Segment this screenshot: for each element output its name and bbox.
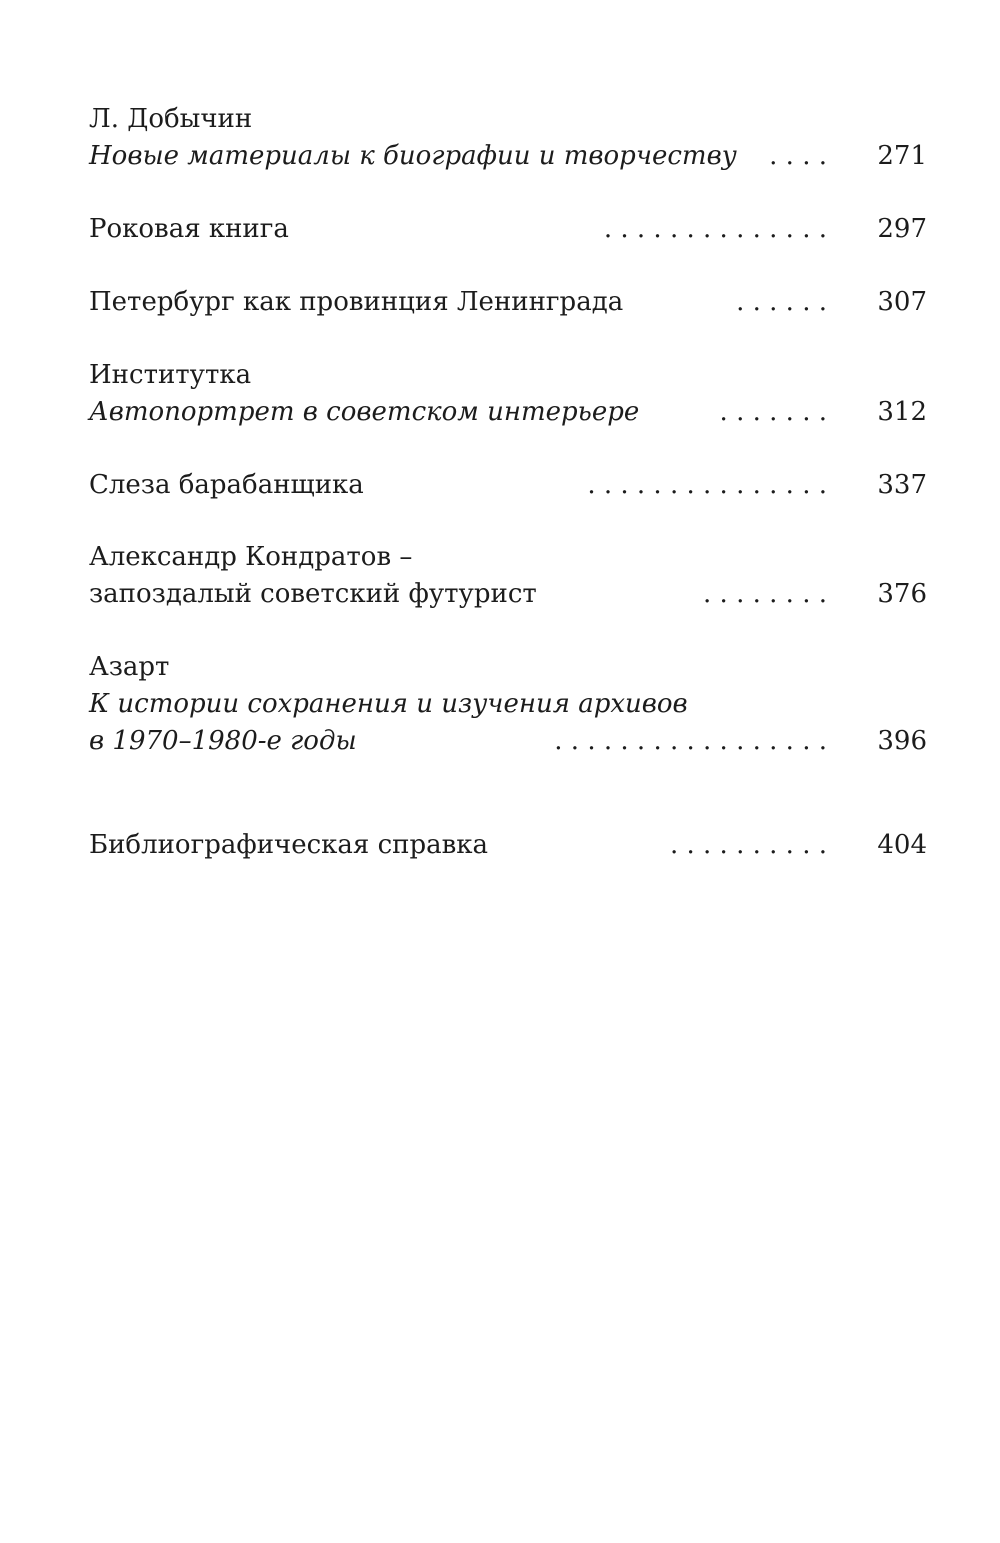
toc-entry-subtitle: Новые материалы к биографии и творчеству [89,141,737,171]
page-number: 307 [877,287,927,317]
toc-entry-title: Роковая книга [89,214,289,244]
toc-entry-dobychin-subtitle[interactable] [89,139,927,173]
toc-entry-title: Петербург как провинция Ленинграда [89,287,624,317]
page-number: 376 [877,579,927,609]
page-number: 396 [877,726,927,756]
toc-entry-subtitle: К истории сохранения и изучения архивов [89,689,688,719]
dot-leader: . . . . . . . . . . . . . . . . . [554,726,827,756]
toc-entry-institutka-title[interactable] [89,358,927,392]
toc-entry-rokovaya-kniga[interactable] [89,212,927,246]
toc-entry-peterburg[interactable] [89,285,927,319]
page-number: 271 [877,141,927,171]
dot-leader: . . . . . . . . . . . . . . [603,214,827,244]
toc-entry-subtitle: Автопортрет в советском интерьере [89,397,640,427]
toc-entry-institutka-subtitle[interactable] [89,395,927,429]
toc-entry-kondratov-line2[interactable] [89,577,927,611]
dot-leader: . . . . . . . . . . [669,830,827,860]
toc-entry-title: Азарт [89,652,170,682]
dot-leader: . . . . . . . [719,397,827,427]
toc-entry-title: Библиографическая справка [89,830,489,860]
toc-entry-kondratov-line1[interactable] [89,540,927,574]
toc-entry-subtitle-continued: в 1970–1980-е годы [89,726,357,756]
toc-entry-bibliography[interactable] [89,828,927,862]
toc-entry-dobychin-author[interactable] [89,102,927,136]
toc-entry-title: Институтка [89,360,252,390]
page-number: 404 [877,830,927,860]
toc-entry-azart-title[interactable] [89,650,927,684]
toc-entry-title-continued: запоздалый советский футурист [89,579,537,609]
dot-leader: . . . . . . [736,287,827,317]
toc-entry-azart-subtitle-line1[interactable] [89,687,927,721]
dot-leader: . . . . [769,141,827,171]
toc-entry-title: Слеза барабанщика [89,470,364,500]
page-number: 297 [877,214,927,244]
page-number: 312 [877,397,927,427]
toc-entry-sleza-barabanshchika[interactable] [89,468,927,502]
toc-entry-title: Л. Добычин [89,104,253,134]
dot-leader: . . . . . . . . [703,579,827,609]
page-number: 337 [877,470,927,500]
dot-leader: . . . . . . . . . . . . . . . [587,470,827,500]
toc-entry-title: Александр Кондратов – [89,542,413,572]
toc-entry-azart-subtitle-line2[interactable] [89,724,927,758]
